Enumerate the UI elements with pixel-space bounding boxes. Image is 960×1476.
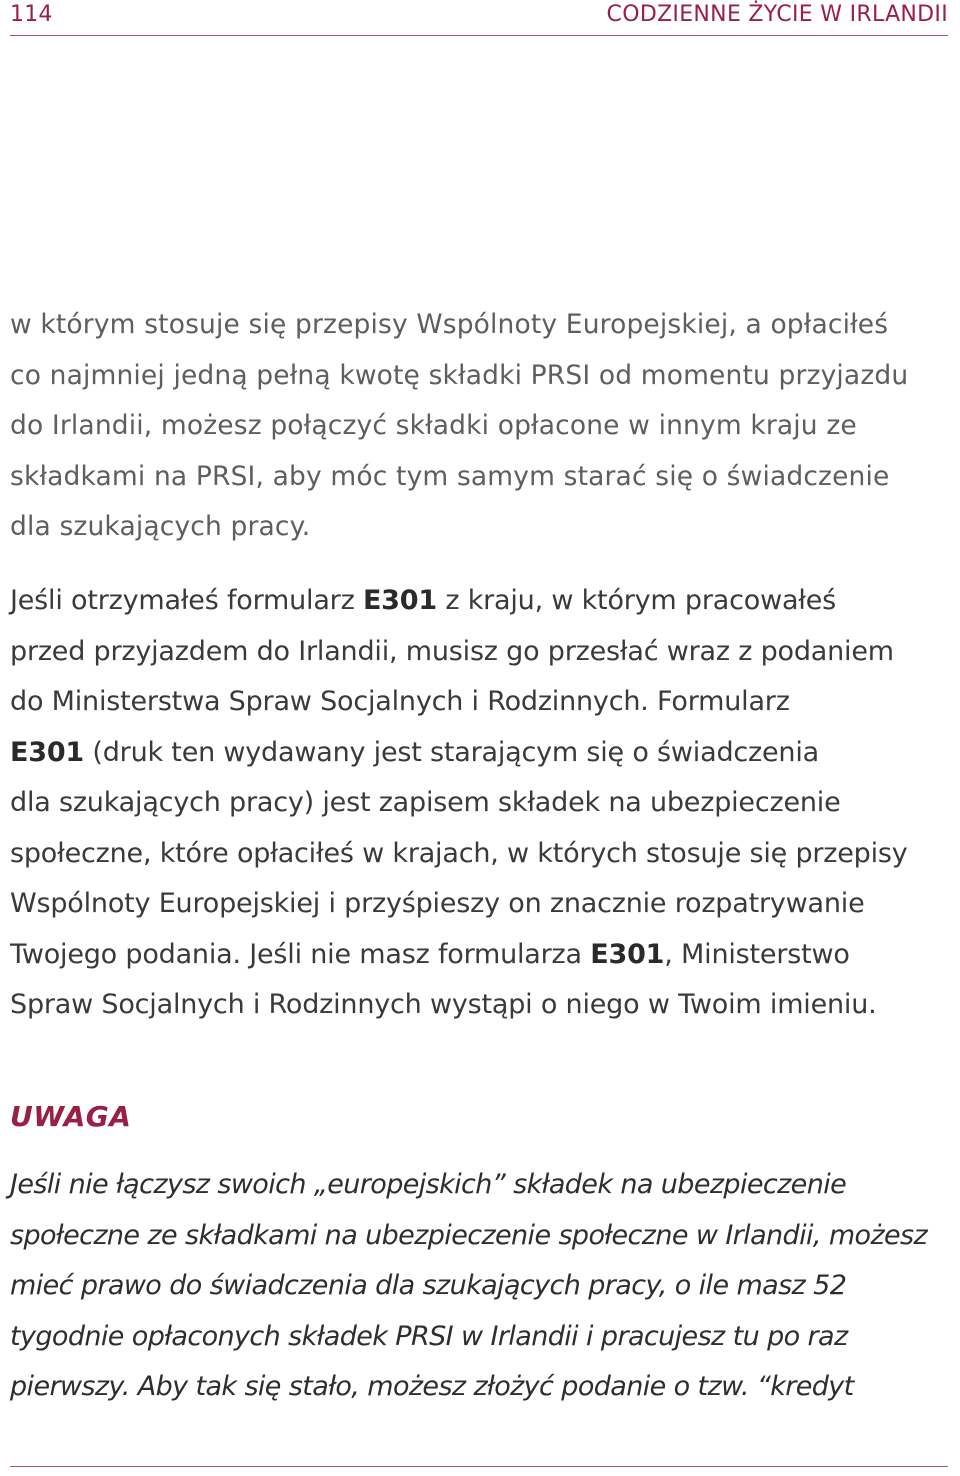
paragraph-line: Spraw Socjalnych i Rodzinnych wystąpi o niego w Twoim imieniu. — [10, 989, 877, 1020]
paragraph-line: dla szukających pracy. — [10, 511, 311, 542]
page-header — [10, 0, 948, 36]
text-run: Twojego podania. Jeśli nie masz formularza — [10, 938, 591, 970]
paragraph-line: składkami na PRSI, aby móc tym samym starać się o świadczenie — [10, 460, 890, 492]
paragraph-line: do Irlandii, możesz połączyć składki opłacone w innym kraju ze — [10, 410, 857, 441]
paragraph-line: co najmniej jedną pełną kwotę składki PRSI od momentu przyjazdu — [10, 359, 909, 391]
running-title: CODZIENNE ŻYCIE W IRLANDII — [606, 2, 948, 27]
paragraph-line: Wspólnoty Europejskiej i przyśpieszy on znacznie rozpatrywanie — [10, 888, 865, 919]
paragraph-line: pierwszy. Aby tak się stało, możesz złożyć podanie o tzw. “kredyt — [10, 1371, 854, 1402]
paragraph-line: społeczne ze składkami na ubezpieczenie społeczne w Irlandii, możesz — [10, 1219, 928, 1251]
paragraph-line: do Ministerstwa Spraw Socjalnych i Rodzinnych. Formularz — [10, 686, 790, 717]
paragraph-line: przed przyjazdem do Irlandii, musisz go przesłać wraz z podaniem — [10, 635, 894, 667]
form-code: E301 — [590, 938, 665, 970]
paragraph-line: społeczne, które opłaciłeś w krajach, w których stosuje się przepisy — [10, 837, 908, 869]
paragraph-continuation — [10, 300, 950, 553]
paragraph-line: Jeśli nie łączysz swoich „europejskich” składek na ubezpieczenie — [10, 1169, 847, 1200]
paragraph-line: dla szukających pracy) jest zapisem składek na ubezpieczenie — [10, 787, 841, 818]
text-run: z kraju, w którym pracowałeś — [436, 585, 837, 616]
page-number: 114 — [10, 2, 53, 27]
paragraph-line: tygodnie opłaconych składek PRSI w Irlandii i pracujesz tu po raz — [10, 1320, 848, 1352]
form-code: E301 — [362, 585, 437, 616]
form-code: E301 — [10, 736, 85, 768]
text-run: Jeśli otrzymałeś formularz — [10, 585, 363, 616]
paragraph-line: w którym stosuje się przepisy Wspólnoty Europejskiej, a opłaciłeś — [10, 309, 889, 340]
paragraph-e301 — [10, 576, 950, 1031]
paragraph-line — [10, 728, 950, 779]
note-heading: UWAGA — [10, 1100, 132, 1133]
paragraph-line: mieć prawo do świadczenia dla szukających pracy, o ile masz 52 — [10, 1270, 847, 1301]
text-run: , Ministerstwo — [664, 938, 850, 970]
footer-divider — [10, 1466, 948, 1467]
paragraph-line — [10, 576, 950, 627]
note-paragraph — [10, 1160, 950, 1413]
text-run: (druk ten wydawany jest starającym się o świadczenia — [84, 736, 819, 768]
paragraph-line — [10, 930, 950, 981]
